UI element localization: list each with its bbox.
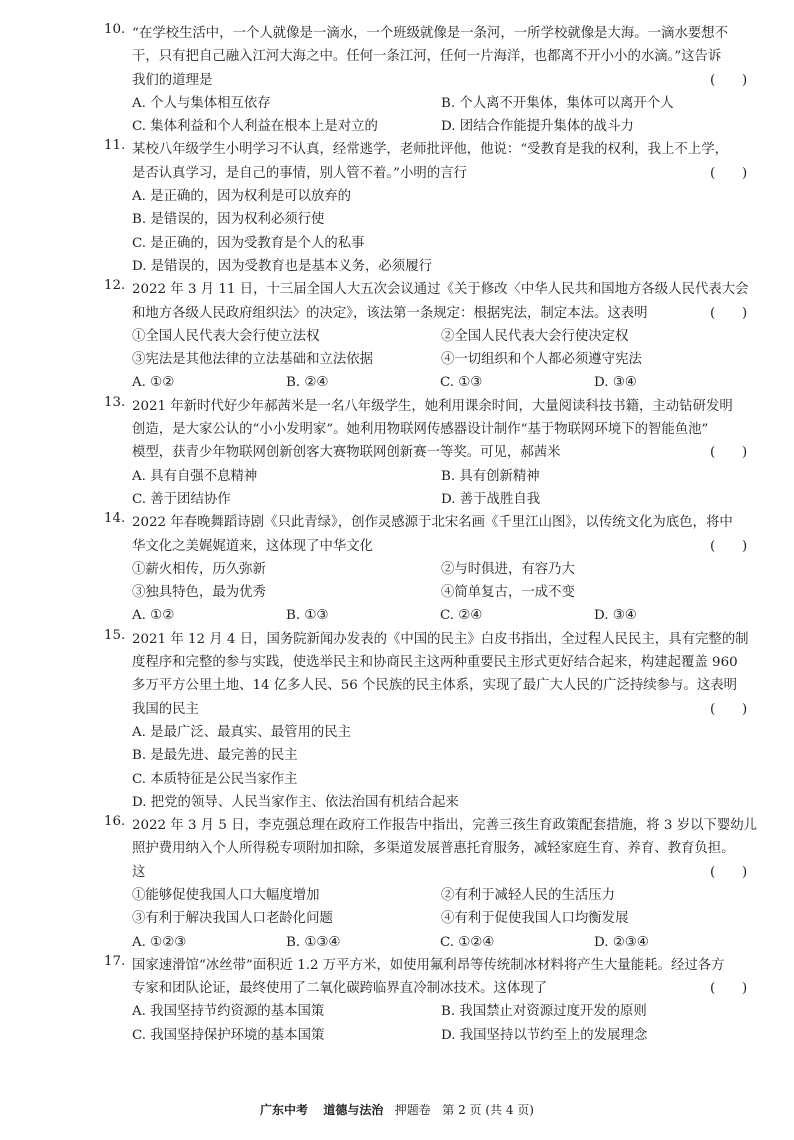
question-text-line bbox=[132, 302, 774, 325]
statement-4: ④有利于促使我国人口均衡发展 bbox=[441, 911, 629, 927]
option-row bbox=[132, 931, 774, 954]
question-text-line: 2022 年 3 月 11 日，十三届全国人大五次会议通过《关于修改〈中华人民共和国地方各级人民代表大会 bbox=[132, 282, 749, 298]
answer-blank: ( ) bbox=[710, 864, 748, 880]
question-text-line: 度程序和完整的参与实践，使选举民主和协商民主这两种重要民主形式更好结合起来，构建起覆盖 960 bbox=[132, 655, 738, 671]
option-b: B. ①③④ bbox=[286, 934, 341, 950]
option-b: B. ②④ bbox=[286, 375, 329, 391]
option-b: B. 具有创新精神 bbox=[441, 468, 540, 484]
question-number: 12. bbox=[104, 278, 126, 294]
statement-3: ③独具特色，最为优秀 bbox=[132, 585, 266, 601]
question-text-line-content: 华文化之美娓娓道来，这体现了中华文化 bbox=[132, 538, 374, 554]
answer-blank: ( ) bbox=[710, 701, 748, 717]
option-d: D. 我国坚持以节约至上的发展理念 bbox=[441, 1027, 648, 1043]
question-number: 15. bbox=[104, 627, 126, 643]
question-text-line: “在学校生活中，一个人就像是一滴水，一个班级就像是一条河，一所学校就像是大海。一滴水要想不 bbox=[132, 26, 729, 41]
option-row bbox=[132, 604, 774, 627]
option-d: D. ②③④ bbox=[594, 934, 649, 950]
option-b: B. 是错误的，因为权利必须行使 bbox=[132, 212, 325, 228]
question-text-line: 2021 年新时代好少年郝茜米是一名八年级学生，她利用课余时间，大量阅读科技书籍，主动钻研发明 bbox=[132, 398, 733, 414]
option-row bbox=[132, 1000, 774, 1023]
option-d: D. 团结合作能提升集体的战斗力 bbox=[441, 119, 634, 135]
answer-blank: ( ) bbox=[710, 981, 748, 997]
option-c: C. 善于团结协作 bbox=[132, 491, 231, 507]
option-a: A. ①② bbox=[132, 375, 175, 391]
option-c: C. 是正确的，因为受教育是个人的私事 bbox=[132, 235, 365, 251]
statement-1: ①薪火相传，历久弥新 bbox=[132, 561, 266, 577]
option-d: D. 把党的领导、人民当家作主、依法治国有机结合起来 bbox=[132, 794, 459, 810]
option-c: C. 我国坚持保护环境的基本国策 bbox=[132, 1027, 325, 1043]
question-text-line-content: 和地方各级人民政府组织法〉的决定》，该法第一条规定：根据宪法，制定本法。这表明 bbox=[132, 305, 648, 321]
option-c: C. 集体利益和个人利益在根本上是对立的 bbox=[132, 119, 378, 135]
question-text-line: 某校八年级学生小明学习不认真，经常逃学，老师批评他，他说：“受教育是我的权利，我上不上学， bbox=[132, 142, 729, 158]
option-a: A. 是正确的，因为权利是可以放弃的 bbox=[132, 189, 352, 205]
option-c: C. ②④ bbox=[440, 608, 483, 624]
answer-blank: ( ) bbox=[710, 445, 748, 461]
question-15 bbox=[0, 628, 794, 814]
option-row bbox=[132, 465, 774, 488]
footer-page-number: 第 2 页 (共 4 页) bbox=[442, 1103, 534, 1117]
question-number: 10. bbox=[104, 22, 126, 37]
option-b: B. 个人离不开集体，集体可以离开个人 bbox=[441, 95, 674, 111]
question-text-line: 国家速滑馆“冰丝带”面积近 1.2 万平方米，如使用氟利昂等传统制冰材料将产生大量能耗。经过各方 bbox=[132, 957, 725, 973]
question-text-line-content: 这 bbox=[132, 864, 146, 880]
statement-2: ②与时俱进，有容乃大 bbox=[441, 561, 575, 577]
question-text-line bbox=[132, 535, 774, 558]
answer-blank: ( ) bbox=[710, 305, 748, 321]
option-a: A. ①②③ bbox=[132, 934, 187, 950]
option-row bbox=[132, 371, 774, 394]
question-text-line bbox=[132, 977, 774, 1000]
option-c: C. ①③ bbox=[440, 375, 483, 391]
question-text-line-content: 模型，获青少年物联网创新创客大赛物联网创新赛一等奖。可见，郝茜米 bbox=[132, 445, 561, 461]
statement-row bbox=[132, 907, 774, 930]
question-text-line: 2021 年 12 月 4 日，国务院新闻办发表的《中国的民主》白皮书指出，全过程人民民主，具有完整的制 bbox=[132, 631, 749, 647]
statement-row bbox=[132, 348, 774, 371]
question-number: 14. bbox=[104, 511, 126, 527]
option-d: D. 是错误的，因为受教育也是基本义务，必须履行 bbox=[132, 258, 432, 274]
question-number: 16. bbox=[104, 814, 126, 830]
option-d: D. ③④ bbox=[594, 608, 637, 624]
option-row bbox=[132, 488, 774, 511]
question-16 bbox=[0, 814, 794, 954]
option-a: A. 个人与集体相互依存 bbox=[132, 95, 271, 111]
question-text-line-content: 专家和团队论证，最终使用了二氧化碳跨临界直冷制冰技术。这体现了 bbox=[132, 981, 548, 997]
question-number: 11. bbox=[104, 138, 126, 154]
question-number: 17. bbox=[104, 953, 126, 969]
option-row bbox=[132, 115, 774, 138]
statement-1: ①全国人民代表大会行使立法权 bbox=[132, 328, 320, 344]
answer-blank: ( ) bbox=[710, 165, 748, 181]
question-text-line bbox=[132, 698, 774, 721]
statement-row bbox=[132, 884, 774, 907]
question-17 bbox=[0, 954, 794, 1047]
statement-1: ①能够促使我国人口大幅度增加 bbox=[132, 887, 320, 903]
question-10 bbox=[0, 22, 794, 138]
statement-4: ④一切组织和个人都必须遵守宪法 bbox=[441, 352, 642, 368]
question-text-line bbox=[132, 69, 774, 92]
option-b: B. 我国禁止对资源过度开发的原则 bbox=[441, 1004, 647, 1020]
option-a: A. 具有自强不息精神 bbox=[132, 468, 258, 484]
answer-blank: ( ) bbox=[710, 538, 748, 554]
statement-row bbox=[132, 558, 774, 581]
statement-3: ③宪法是其他法律的立法基础和立法依据 bbox=[132, 352, 374, 368]
question-number: 13. bbox=[104, 394, 126, 410]
question-text-line-content: 我国的民主 bbox=[132, 701, 199, 717]
question-text-line bbox=[132, 441, 774, 464]
footer-paper: 押题卷 bbox=[394, 1103, 431, 1117]
statement-3: ③有利于解决我国人口老龄化问题 bbox=[132, 911, 333, 927]
question-text-line: 2022 年春晚舞蹈诗剧《只此青绿》，创作灵感源于北宋名画《千里江山图》，以传统文化为底色，将中 bbox=[132, 515, 733, 531]
option-a: A. 是最广泛、最真实、最管用的民主 bbox=[132, 724, 352, 740]
question-text-line: 2022 年 3 月 5 日，李克强总理在政府工作报告中指出，完善三孩生育政策配套措施，将 3 岁以下婴幼儿 bbox=[132, 818, 758, 834]
page-footer bbox=[0, 1101, 794, 1118]
option-a: A. 我国坚持节约资源的基本国策 bbox=[132, 1004, 325, 1020]
statement-2: ②有利于减轻人民的生活压力 bbox=[441, 887, 616, 903]
statement-row bbox=[132, 581, 774, 604]
option-b: B. 是最先进、最完善的民主 bbox=[132, 748, 298, 764]
footer-subject: 道德与法治 bbox=[323, 1103, 384, 1117]
option-row bbox=[132, 1024, 774, 1047]
question-11 bbox=[0, 138, 794, 278]
question-text-line-content: 我们的道理是 bbox=[132, 72, 213, 88]
option-b: B. ①③ bbox=[286, 608, 329, 624]
option-c: C. 本质特征是公民当家作主 bbox=[132, 771, 298, 787]
question-text-line bbox=[132, 861, 774, 884]
statement-row bbox=[132, 325, 774, 348]
question-text-line: 多万平方公里土地、14 亿多人民、56 个民族的民主体系，实现了最广大人民的广泛持续参与。这表明 bbox=[132, 678, 737, 694]
question-text-line: 创造，是大家公认的“小小发明家”。她利用物联网传感器设计制作“基于物联网环境下的智能鱼池” bbox=[132, 422, 709, 438]
option-c: C. ①②④ bbox=[440, 934, 495, 950]
question-12 bbox=[0, 278, 794, 394]
question-text-line: 照护费用纳入个人所得税专项附加扣除，多渠道发展普惠托育服务，减轻家庭生育、养育、教育负担。 bbox=[132, 841, 735, 857]
statement-2: ②全国人民代表大会行使决定权 bbox=[441, 328, 629, 344]
option-row bbox=[132, 92, 774, 115]
question-text-line bbox=[132, 162, 774, 185]
answer-blank: ( ) bbox=[710, 72, 748, 88]
footer-exam: 广东中考 bbox=[260, 1103, 309, 1117]
question-13 bbox=[0, 395, 794, 511]
option-a: A. ①② bbox=[132, 608, 175, 624]
question-14 bbox=[0, 511, 794, 627]
option-d: D. 善于战胜自我 bbox=[441, 491, 541, 507]
question-list bbox=[0, 22, 794, 1047]
question-text-line-content: 是否认真学习，是自己的事情，别人管不着。”小明的言行 bbox=[132, 165, 467, 181]
option-d: D. ③④ bbox=[594, 375, 637, 391]
statement-4: ④简单复古，一成不变 bbox=[441, 585, 575, 601]
question-text-line: 干，只有把自己融入江河大海之中。任何一条江河，任何一片海洋，也都离不开小小的水滴。”这告诉 bbox=[132, 49, 722, 65]
